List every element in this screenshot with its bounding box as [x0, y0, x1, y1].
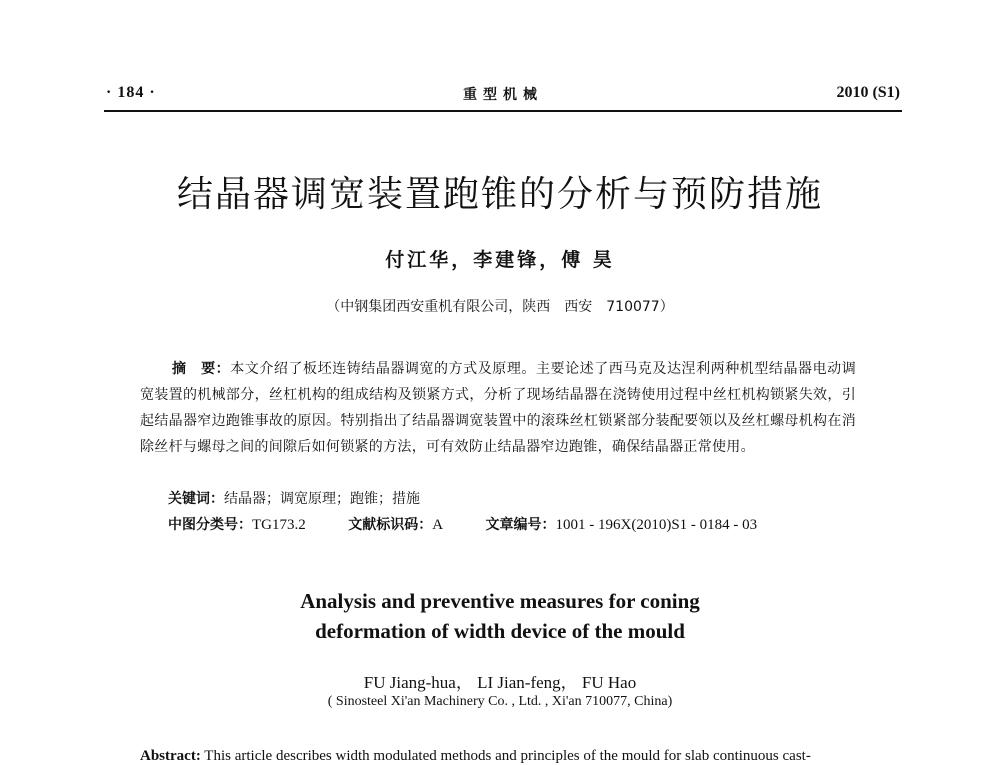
running-header [106, 84, 900, 108]
affiliation-chinese: （中钢集团西安重机有限公司，陕西 西安 710077） [326, 299, 674, 315]
classification-line [168, 514, 757, 534]
title-english-line2: deformation of width device of the mould [315, 619, 685, 643]
keywords-label: 关键词： [168, 491, 224, 507]
abstract-label-chinese: 摘 要： [172, 361, 231, 377]
clc-value: TG173.2 [252, 517, 306, 533]
header-rule [104, 110, 902, 112]
journal-name: 重型机械 [463, 87, 543, 103]
issue-number: 2010 (S1) [836, 84, 900, 101]
abstract-label-english: Abstract: [140, 748, 201, 764]
affiliation-english: ( Sinosteel Xi'an Machinery Co. , Ltd. , Xi'an 710077, China) [327, 694, 673, 709]
keywords-chinese [168, 488, 420, 508]
doc-code-label: 文献标识码： [348, 517, 433, 533]
clc-label: 中图分类号： [168, 517, 252, 533]
article-no-label: 文章编号： [485, 517, 556, 533]
abstract-english [140, 748, 860, 765]
abstract-text-chinese: 本文介绍了板坯连铸结晶器调宽的方式及原理。主要论述了西马克及达涅利两种机型结晶器电动调宽装置的机械部分，丝杠机构的组成结构及锁紧方式，分析了现场结晶器在浇铸使用过程中丝杠机构锁紧失效，引起结晶器窄边跑锥事故的原因。特别指出了结晶器调宽装置中的滚珠丝杠锁紧部分装配要领以及丝杠螺母机构在消除丝杆与螺母之间的间隙后如何锁紧的方法，可有效防止结晶器窄边跑锥，确保结晶器正常使用。 [140, 361, 856, 455]
clc-number [168, 514, 306, 534]
keywords-text: 结晶器；调宽原理；跑锥；措施 [224, 491, 420, 507]
authors-chinese: 付江华，李建锋，傅 昊 [385, 249, 615, 271]
article-number [486, 514, 758, 534]
title-english [0, 586, 1000, 646]
document-code [348, 514, 443, 534]
authors-english: FU Jiang-hua， LI Jian-feng， FU Hao [363, 673, 637, 692]
article-no-value: 1001 - 196X(2010)S1 - 0184 - 03 [555, 517, 758, 533]
abstract-chinese [140, 356, 856, 460]
doc-code-value: A [432, 517, 444, 533]
abstract-text-english: This article describes width modulated methods and principles of the mould for slab continuous cast- [200, 748, 811, 764]
title-english-line1: Analysis and preventive measures for coning [300, 589, 700, 613]
title-chinese: 结晶器调宽装置跑锥的分析与预防措施 [176, 174, 823, 215]
page-number: · 184 · [106, 84, 156, 101]
